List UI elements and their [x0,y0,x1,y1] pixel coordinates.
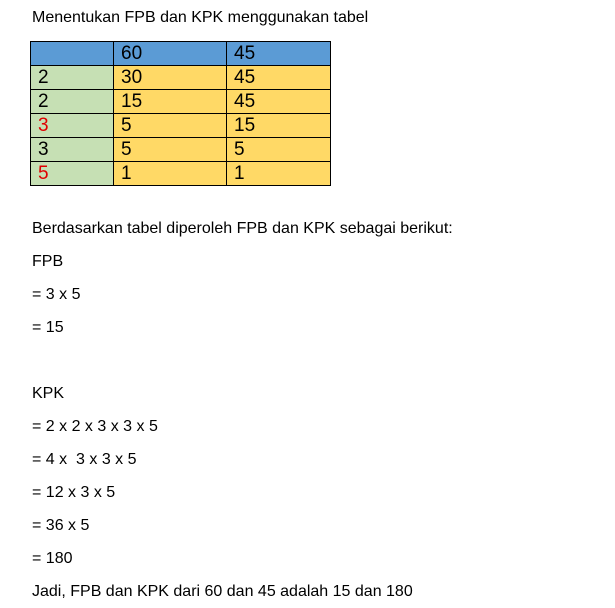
value-cell-a: 5 [114,138,227,162]
value-cell-a: 1 [114,162,227,186]
divisor-cell-highlighted: 5 [31,162,114,186]
kpk-step: = 4 x 3 x 3 x 5 [32,451,137,468]
value-cell-b: 15 [227,114,331,138]
header-empty-cell [31,42,114,66]
value-cell-b: 5 [227,138,331,162]
kpk-step: = 36 x 5 [32,517,90,534]
divisor-cell-highlighted: 3 [31,114,114,138]
fpb-step: = 3 x 5 [32,286,81,303]
table-row [31,162,331,186]
table-row [31,66,331,90]
table-header-row [31,42,331,66]
table-row [31,90,331,114]
divisor-cell: 2 [31,66,114,90]
intro-text: Berdasarkan tabel diperoleh FPB dan KPK sebagai berikut: [32,220,453,237]
kpk-result: = 180 [32,550,73,567]
value-cell-a: 30 [114,66,227,90]
divisor-cell: 2 [31,90,114,114]
table-row [31,138,331,162]
page-heading: Menentukan FPB dan KPK menggunakan tabel [32,9,369,26]
kpk-label: KPK [32,385,65,402]
fpb-label: FPB [32,253,64,270]
value-cell-b: 45 [227,66,331,90]
table-row [31,114,331,138]
kpk-step: = 12 x 3 x 5 [32,484,116,501]
value-cell-b: 45 [227,90,331,114]
fpb-result: = 15 [32,319,64,336]
fpb-kpk-table [30,41,331,186]
header-cell-60: 60 [114,42,227,66]
value-cell-a: 5 [114,114,227,138]
conclusion-text: Jadi, FPB dan KPK dari 60 dan 45 adalah 15 dan 180 [32,583,413,600]
value-cell-b: 1 [227,162,331,186]
header-cell-45: 45 [227,42,331,66]
value-cell-a: 15 [114,90,227,114]
kpk-step: = 2 x 2 x 3 x 3 x 5 [32,418,158,435]
divisor-cell: 3 [31,138,114,162]
